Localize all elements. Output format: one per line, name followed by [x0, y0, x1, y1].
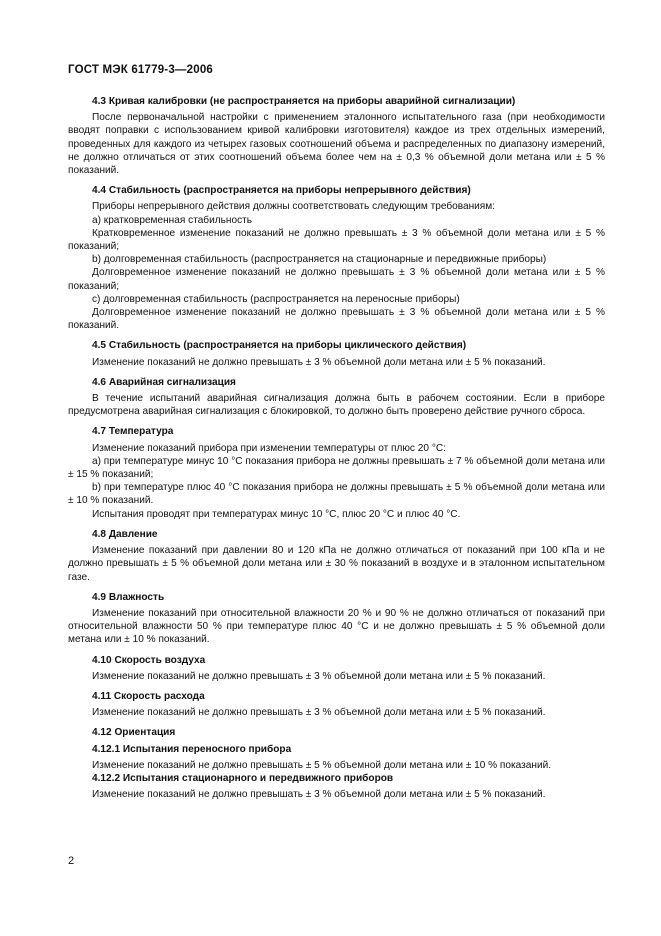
paragraph: a) кратковременная стабильность [92, 214, 252, 226]
paragraph: Долговременное изменение показаний не должно превышать ± 3 % объемной доли метана или ± 5 % показаний. [68, 307, 605, 332]
section-heading: 4.5 Стабильность (распространяется на приборы циклического действия) [92, 340, 467, 352]
paragraph: c) долговременная стабильность (распространяется на переносные приборы) [92, 293, 460, 305]
paragraph: Изменение показаний не должно превышать ± 3 % объемной доли метана или ± 5 % показаний. [92, 789, 546, 801]
paragraph: Изменение показаний не должно превышать ± 5 % объемной доли метана или ± 10 % показаний. [92, 759, 552, 771]
paragraph: Долговременное изменение показаний не должно превышать ± 3 % объемной доли метана или ± 5 % показаний; [68, 267, 605, 292]
document-header: ГОСТ МЭК 61779-3—2006 [68, 64, 214, 76]
paragraph: Изменение показаний при относительной влажности 20 % и 90 % не должно отличаться от показаний при относительной влажности 50 % при температуре плюс 40 °С и не должно превышать ± 5 % объемной доли метана или ± 10 % показаний. [68, 607, 605, 646]
paragraph: После первоначальной настройки с применением эталонного испытательного газа (при необходимости вводят поправки с использованием кривой калибровки изготовителя) каждое из трех отдельных измерений, проведенных для каждого из четырех газовых соотношений объема и распределенных по диапазону измерений, не должно отличаться от этих соотношений объема более чем на ± 0,3 % объемной доли метана или ± 5 % показаний. [68, 112, 605, 177]
section-heading: 4.9 Влажность [92, 591, 165, 603]
section-heading: 4.12.1 Испытания переносного прибора [92, 743, 292, 755]
paragraph: Изменение показаний при давлении 80 и 120 кПа не должно отличаться от показаний при 100 кПа и не должно превышать ± 5 % объемной доли метана или ± 30 % показаний в воздухе и в эталонном испытательном газе. [68, 545, 605, 583]
section-heading: 4.6 Аварийная сигнализация [92, 376, 236, 388]
section-heading: 4.3 Кривая калибровки (не распространяется на приборы аварийной сигнализации) [92, 96, 516, 107]
section-heading: 4.8 Давление [92, 528, 158, 540]
section-heading: 4.12.2 Испытания стационарного и передвижного приборов [92, 772, 394, 784]
document-body [68, 95, 605, 801]
paragraph: Изменение показаний не должно превышать ± 3 % объемной доли метана или ± 5 % показаний. [92, 356, 546, 368]
paragraph: Изменение показаний не должно превышать ± 3 % объемной доли метана или ± 5 % показаний. [92, 670, 546, 682]
paragraph: b) при температуре плюс 40 °С показания прибора не должны превышать ± 5 % объемной доли метана или ± 10 % показаний. [68, 482, 605, 507]
paragraph: Кратковременное изменение показаний не должно превышать ± 3 % объемной доли метана или ± 5 % показаний; [68, 227, 605, 253]
section-heading: 4.10 Скорость воздуха [92, 654, 206, 666]
paragraph: Изменение показаний не должно превышать ± 3 % объемной доли метана или ± 5 % показаний. [92, 707, 546, 719]
paragraph: a) при температуре минус 10 °С показания прибора не должны превышать ± 7 % объемной доли метана или ± 15 % показаний; [68, 455, 605, 481]
paragraph: Приборы непрерывного действия должны соответствовать следующим требованиям: [92, 201, 496, 213]
paragraph: Изменение показаний прибора при изменении температуры от плюс 20 °С: [92, 442, 446, 454]
page-number: 2 [68, 855, 75, 867]
section-heading: 4.4 Стабильность (распространяется на приборы непрерывного действия) [92, 185, 471, 197]
paragraph: b) долговременная стабильность (распространяется на стационарные и передвижные приборы) [92, 254, 547, 266]
section-heading: 4.7 Температура [92, 426, 174, 438]
section-heading: 4.12 Ориентация [92, 727, 176, 739]
paragraph: В течение испытаний аварийная сигнализация должна быть в рабочем состоянии. Если в приборе предусмотрена аварийная сигнализация с блокировкой, то должно быть проверено действие ручного сброса. [68, 393, 605, 418]
paragraph: Испытания проводят при температурах минус 10 °С, плюс 20 °С и плюс 40 °С. [92, 508, 461, 520]
section-heading: 4.11 Скорость расхода [92, 690, 205, 702]
